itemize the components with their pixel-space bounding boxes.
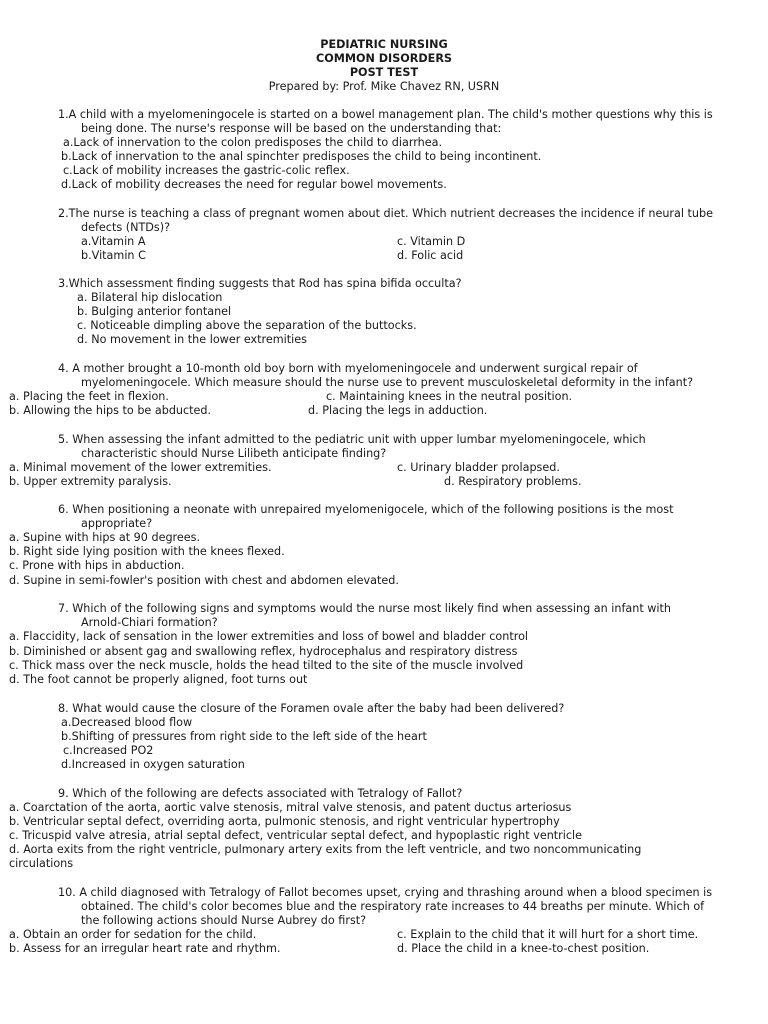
question-2-option: d. Folic acid <box>397 249 464 262</box>
question-6-option: c. Prone with hips in abduction. <box>9 559 185 572</box>
author-line: Prepared by: Prof. Mike Chavez RN, USRN <box>268 80 500 93</box>
question-10-option: d. Place the child in a knee-to-chest position. <box>397 942 650 955</box>
title-line-2: COMMON DISORDERS <box>316 52 452 65</box>
question-9-option: circulations <box>9 857 74 870</box>
question-5-option: d. Respiratory problems. <box>444 475 582 488</box>
question-6-option: a. Supine with hips at 90 degrees. <box>9 531 201 544</box>
question-2-option: b.Vitamin C <box>81 249 146 262</box>
question-1-stem: being done. The nurse's response will be based on the understanding that: <box>81 122 502 135</box>
question-10-option: b. Assess for an irregular heart rate and rhythm. <box>9 942 281 955</box>
question-4-stem: 4. A mother brought a 10-month old boy born with myelomeningocele and underwent surgical repair of <box>58 362 638 375</box>
question-3-option: c. Noticeable dimpling above the separation of the buttocks. <box>77 319 417 332</box>
question-1-option: d.Lack of mobility decreases the need for regular bowel movements. <box>61 178 447 191</box>
question-5-option: a. Minimal movement of the lower extremities. <box>9 461 272 474</box>
question-8-stem: 8. What would cause the closure of the Foramen ovale after the baby had been delivered? <box>58 702 565 715</box>
question-5-stem: 5. When assessing the infant admitted to the pediatric unit with upper lumbar myelomeningocele, which <box>58 433 646 446</box>
title-line-1: PEDIATRIC NURSING <box>320 38 448 51</box>
question-3-option: d. No movement in the lower extremities <box>77 333 307 346</box>
question-1-option: b.Lack of innervation to the anal spinchter predisposes the child to being incontinent. <box>61 150 542 163</box>
question-6-option: d. Supine in semi-fowler's position with chest and abdomen elevated. <box>9 574 399 587</box>
question-2-option: a.Vitamin A <box>81 235 146 248</box>
question-10-option: c. Explain to the child that it will hurt for a short time. <box>397 928 699 941</box>
question-10-stem: obtained. The child's color becomes blue and the respiratory rate increases to 44 breaths per minute. Which of <box>81 900 705 913</box>
question-7-option: d. The foot cannot be properly aligned, foot turns out <box>9 673 308 686</box>
question-4-stem: myelomeningocele. Which measure should the nurse use to prevent musculoskeletal deformity in the infant? <box>81 376 694 389</box>
question-9-option: c. Tricuspid valve atresia, atrial septal defect, ventricular septal defect, and hypoplastic right ventricle <box>9 829 583 842</box>
question-3-option: b. Bulging anterior fontanel <box>77 305 232 318</box>
question-5-option: b. Upper extremity paralysis. <box>9 475 172 488</box>
question-8-option: c.Increased PO2 <box>63 744 154 757</box>
question-8-option: a.Decreased blood flow <box>61 716 193 729</box>
question-7-option: c. Thick mass over the neck muscle, holds the head tilted to the site of the muscle involved <box>9 659 524 672</box>
question-2-stem: 2.The nurse is teaching a class of pregnant women about diet. Which nutrient decreases the incidence if neural tube <box>58 207 714 220</box>
question-5-option: c. Urinary bladder prolapsed. <box>397 461 560 474</box>
question-9-stem: 9. Which of the following are defects associated with Tetralogy of Fallot? <box>58 787 463 800</box>
question-3-option: a. Bilateral hip dislocation <box>77 291 223 304</box>
question-4-option: c. Maintaining knees in the neutral position. <box>326 390 573 403</box>
question-3-stem: 3.Which assessment finding suggests that Rod has spina bifida occulta? <box>58 277 462 290</box>
question-8-option: b.Shifting of pressures from right side to the left side of the heart <box>61 730 427 743</box>
question-10-stem: 10. A child diagnosed with Tetralogy of Fallot becomes upset, crying and thrashing around when a blood specimen is <box>58 886 713 899</box>
question-1-option: a.Lack of innervation to the colon predisposes the child to diarrhea. <box>63 136 443 149</box>
question-7-stem: Arnold-Chiari formation? <box>81 616 218 629</box>
question-4-option: b. Allowing the hips to be abducted. <box>9 404 212 417</box>
question-4-option: a. Placing the feet in flexion. <box>9 390 169 403</box>
question-2-stem: defects (NTDs)? <box>81 221 171 234</box>
question-10-stem: the following actions should Nurse Aubrey do first? <box>81 914 367 927</box>
question-5-stem: characteristic should Nurse Lilibeth anticipate finding? <box>81 447 387 460</box>
question-1-stem: 1.A child with a myelomeningocele is started on a bowel management plan. The child's mother questions why this is <box>58 108 713 121</box>
question-7-option: b. Diminished or absent gag and swallowing reflex, hydrocephalus and respiratory distress <box>9 645 518 658</box>
question-6-option: b. Right side lying position with the knees flexed. <box>9 545 285 558</box>
question-8-option: d.Increased in oxygen saturation <box>61 758 245 771</box>
question-6-stem: appropriate? <box>81 517 153 530</box>
question-10-option: a. Obtain an order for sedation for the child. <box>9 928 257 941</box>
question-9-option: d. Aorta exits from the right ventricle, pulmonary artery exits from the left ventricle, and two noncommunicating <box>9 843 642 856</box>
question-1-option: c.Lack of mobility increases the gastric-colic reflex. <box>63 164 350 177</box>
title-line-3: POST TEST <box>349 66 419 79</box>
question-7-option: a. Flaccidity, lack of sensation in the lower extremities and loss of bowel and bladder control <box>9 630 529 643</box>
question-6-stem: 6. When positioning a neonate with unrepaired myelomenigocele, which of the following positions is the most <box>58 503 674 516</box>
question-7-stem: 7. Which of the following signs and symptoms would the nurse most likely find when assessing an infant with <box>58 602 672 615</box>
question-9-option: a. Coarctation of the aorta, aortic valve stenosis, mitral valve stenosis, and patent ductus arteriosus <box>9 801 572 814</box>
question-4-option: d. Placing the legs in adduction. <box>308 404 488 417</box>
question-9-option: b. Ventricular septal defect, overriding aorta, pulmonic stenosis, and right ventricular hypertrophy <box>9 815 560 828</box>
question-2-option: c. Vitamin D <box>397 235 466 248</box>
